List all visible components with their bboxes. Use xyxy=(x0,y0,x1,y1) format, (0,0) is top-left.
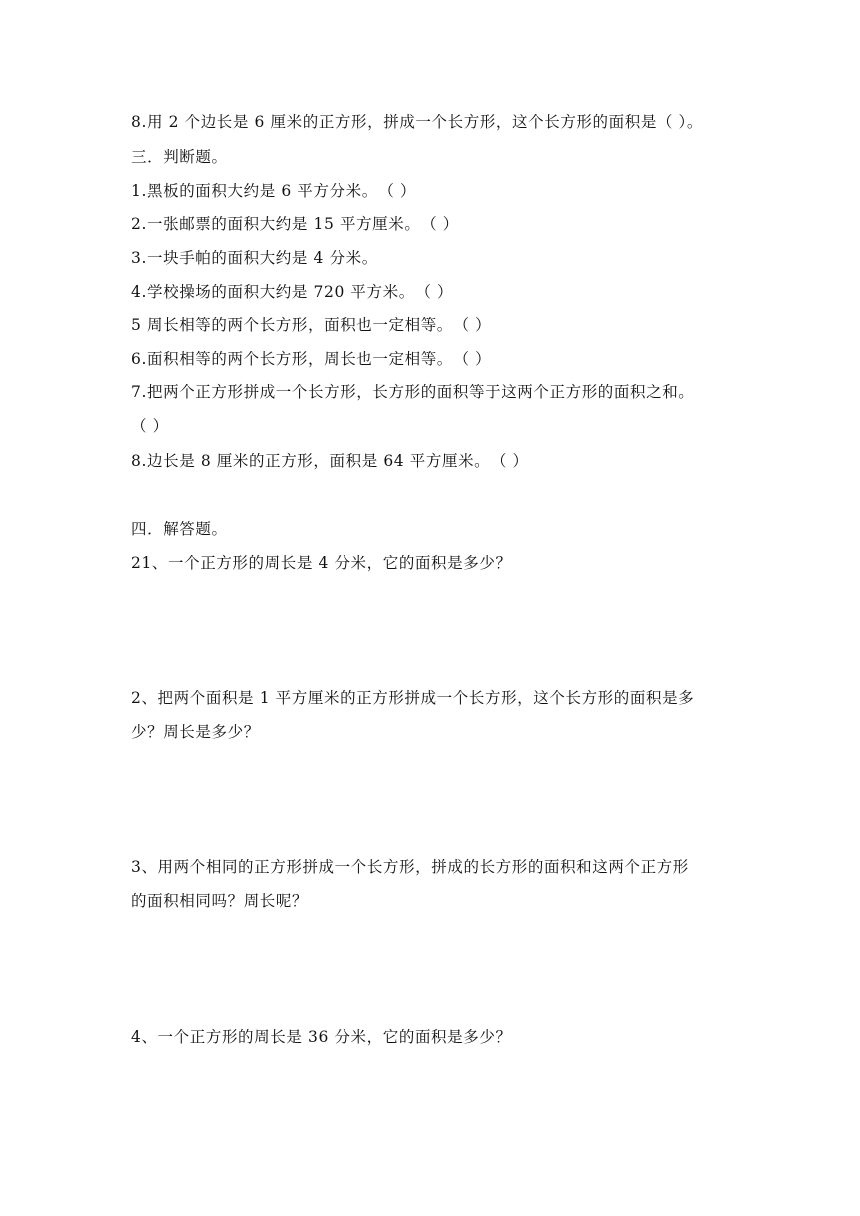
judge-item-1: 1.黑板的面积大约是 6 平方分米。 （ ） xyxy=(131,182,417,200)
judge-item-4: 4.学校操场的面积大约是 720 平方米。 （ ） xyxy=(131,283,454,301)
answer-question-3-line-2: 的面积相同吗？周长呢？ xyxy=(131,892,309,910)
answer-question-2-line-1: 2、把两个面积是 1 平方厘米的正方形拼成一个长方形，这个长方形的面积是多 xyxy=(131,689,695,707)
section-4-heading: 四．解答题。 xyxy=(131,520,228,538)
judge-item-2: 2.一张邮票的面积大约是 15 平方厘米。 （ ） xyxy=(131,215,459,233)
answer-question-4: 4、一个正方形的周长是 36 分米，它的面积是多少？ xyxy=(131,1028,512,1046)
section-3-heading: 三．判断题。 xyxy=(131,148,228,166)
answer-question-2-line-2: 少？周长是多少？ xyxy=(131,723,260,741)
judge-item-7-blank: （ ） xyxy=(131,417,169,435)
judge-item-7: 7.把两个正方形拼成一个长方形，长方形的面积等于这两个正方形的面积之和。 xyxy=(131,383,695,401)
judge-item-3: 3.一块手帕的面积大约是 4 分米。 xyxy=(131,249,378,267)
judge-item-6: 6.面积相等的两个长方形，周长也一定相等。 （ ） xyxy=(131,350,492,368)
fill-in-question-8: 8.用 2 个边长是 6 厘米的正方形，拼成一个长方形，这个长方形的面积是（ ）。 xyxy=(131,113,703,131)
judge-item-8: 8.边长是 8 厘米的正方形，面积是 64 平方厘米。 （ ） xyxy=(131,452,529,470)
answer-question-3-line-1: 3、用两个相同的正方形拼成一个长方形，拼成的长方形的面积和这两个正方形 xyxy=(131,858,689,876)
answer-question-1: 21、一个正方形的周长是 4 分米，它的面积是多少？ xyxy=(131,554,512,572)
judge-item-5: 5 周长相等的两个长方形，面积也一定相等。 （ ） xyxy=(131,316,492,334)
